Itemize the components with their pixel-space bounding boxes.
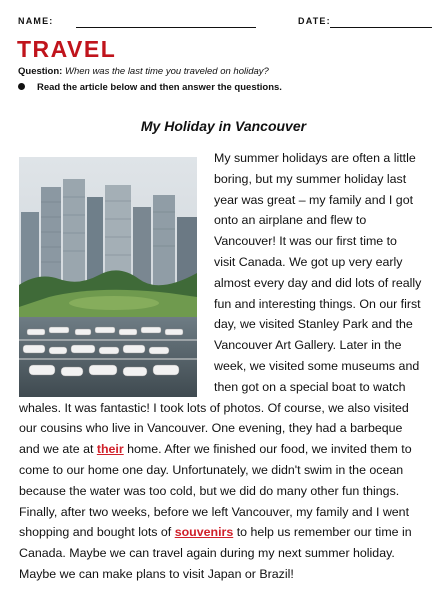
- article-line: onto an airplane and flew to: [214, 213, 367, 228]
- article-line: Vancouver! It was our first time to: [214, 234, 397, 249]
- instruction-text: Read the article below and then answer the questions.: [37, 82, 282, 93]
- text-before: and we ate at: [19, 442, 97, 457]
- article-line: week, we visited some museums and: [214, 358, 420, 373]
- article-line: visit Canada. We got up very early: [214, 254, 403, 269]
- article-line: Canada. Maybe we can travel again during my next summer holiday.: [19, 546, 395, 561]
- article-line: our cousins who live in Vancouver. One evening, they had a barbeque: [19, 421, 403, 436]
- article-line: because the water was too cold, but we did do many other fun things.: [19, 483, 400, 498]
- article-line: whales. It was fantastic! I took lots of photos. Of course, we also visited: [19, 400, 409, 415]
- vocab-word-their: their: [96, 442, 124, 457]
- page-title: TRAVEL: [17, 36, 117, 62]
- article-line: year was great – my family and I got: [214, 192, 414, 207]
- vocab-word-souvenirs: souvenirs: [174, 525, 234, 540]
- instruction: [18, 82, 282, 93]
- article-line: My summer holidays are often a little: [214, 151, 416, 165]
- article-title: My Holiday in Vancouver: [140, 118, 307, 134]
- article-line: Maybe we can make plans to visit Japan or Brazil!: [19, 566, 294, 581]
- date-label: DATE:: [298, 16, 331, 26]
- article-line: come to our home one day. Unfortunately, we didn't swim in the ocean: [19, 462, 404, 477]
- article-body: [19, 148, 433, 585]
- question-label: Question:: [18, 66, 63, 77]
- name-line[interactable]: [76, 27, 256, 28]
- article-line: Finally, after two weeks, before we left Vancouver, my family and I went: [19, 504, 410, 519]
- text-after: to help us remember our time in: [233, 525, 412, 540]
- question-text: When was the last time you traveled on holiday?: [64, 66, 269, 77]
- article-line: [19, 439, 433, 460]
- name-label: NAME:: [18, 16, 54, 26]
- article-line: then got on a special boat to watch: [214, 379, 406, 394]
- header-fields: [18, 14, 432, 30]
- date-line[interactable]: [330, 27, 432, 28]
- text-before: shopping and bought lots of: [19, 525, 175, 540]
- article-line: fun and interesting things. On our first: [214, 296, 421, 311]
- article-line: almost every day and did lots of really: [214, 275, 422, 290]
- article-line: Vancouver Art Gallery. Later in the: [214, 338, 402, 353]
- bullet-icon: [18, 83, 25, 90]
- article-line: boring, but my summer holiday last: [214, 171, 407, 186]
- article-line: day, we visited Stanley Park and the: [214, 317, 413, 332]
- article-line: [19, 522, 433, 543]
- question: [18, 66, 269, 77]
- text-after: home. After we finished our food, we invited them to: [123, 442, 412, 457]
